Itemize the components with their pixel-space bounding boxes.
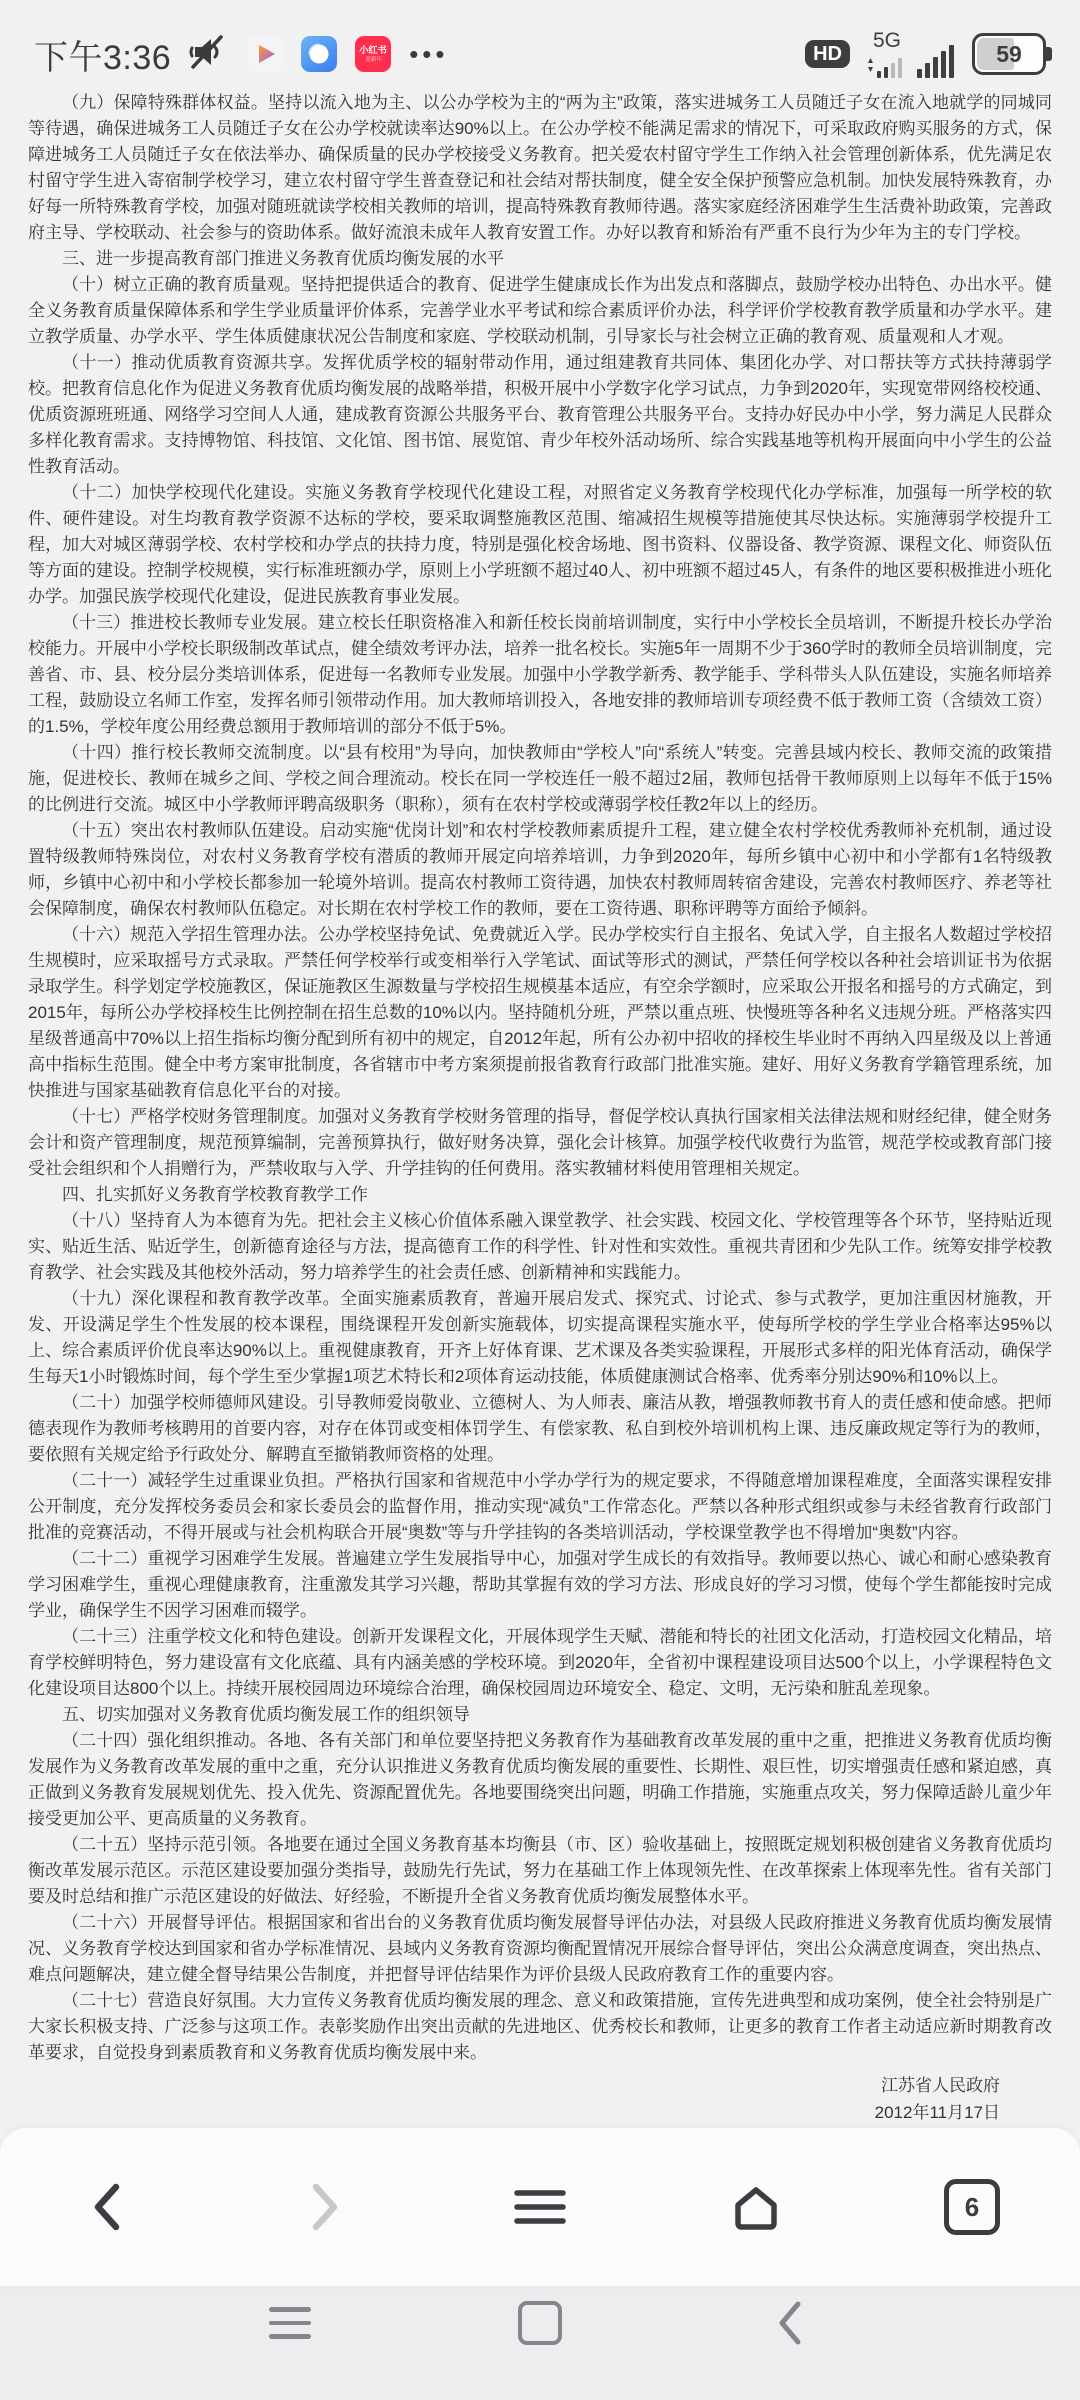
system-back-button[interactable] <box>762 2295 818 2351</box>
battery-nub <box>1046 47 1052 61</box>
doc-paragraph-24: （二十四）强化组织推动。各地、各有关部门和单位要坚持把义务教育作为基础教育改革发展的重中之重，把推进义务教育优质均衡发展作为义务教育改革发展的重中之重，充分认识推进义务教育优质均衡发展的重要性、长期性、艰巨性，切实增强责任感和紧迫感，真正做到义务教育发展规划优先、投入优先、资源配置优先。各地要围绕突出问题，明确工作措施，实施重点攻关，努力保障适龄儿童少年接受更加公平、更高质量的义务教育。 <box>28 1731 1052 1828</box>
clock: 下午3:36 <box>34 38 172 77</box>
section-heading-3: 三、进一步提高教育部门推进义务教育优质均衡发展的水平 <box>62 249 504 268</box>
doc-paragraph-10: （十）树立正确的教育质量观。坚持把提供适合的教育、促进学生健康成长作为出发点和落脚点，鼓励学校办出特色、办出水平。健全义务教育质量保障体系和学生学业质量评价体系，完善学业水平考试和综合素质评价办法，科学评价学校教育教学质量和办学水平。建立教学质量、办学水平、学生体质健康状况公告制度和家庭、学校联动机制，引导家长与社会树立正确的教育观、质量观和人才观。 <box>28 275 1052 346</box>
menu-icon <box>513 2185 567 2229</box>
doc-paragraph-27: （二十七）营造良好氛围。大力宣传义务教育优质均衡发展的理念、意义和政策措施，宣传先进典型和成功案例，使全社会特别是广大家长积极支持、广泛参与这项工作。表彰奖励作出突出贡献的先进地区、优秀校长和教师，让更多的教育工作者主动适应新时期教育改革要求，自觉投身到素质教育和义务教育优质均衡发展中来。 <box>28 1991 1052 2062</box>
doc-paragraph-20: （二十）加强学校师德师风建设。引导教师爱岗敬业、立德树人、为人师表、廉洁从教，增强教师教书育人的责任感和使命感。把师德表现作为教师考核聘用的首要内容，对存在体罚或变相体罚学生、有偿家教、私自到校外培训机构上课、违反廉政规定等行为的教师，要依照有关规定给予行政处分、解聘直至撤销教师资格的处理。 <box>28 1393 1052 1464</box>
doc-paragraph-25: （二十五）坚持示范引领。各地要在通过全国义务教育基本均衡县（市、区）验收基础上，按照既定规划积极创建省义务教育优质均衡改革发展示范区。示范区建设要加强分类指导，鼓励先行先试，努力在基础工作上体现领先性、在改革探索上体现率先性。省有关部门要及时总结和推广示范区建设的好做法、好经验，不断提升全省义务教育优质均衡发展整体水平。 <box>28 1835 1052 1906</box>
back-button[interactable] <box>48 2147 168 2267</box>
browser-toolbar <box>0 2128 1080 2286</box>
forward-chevron-icon <box>304 2181 344 2233</box>
doc-paragraph-9: （九）保障特殊群体权益。坚持以流入地为主、以公办学校为主的“两为主”政策，落实进城务工人员随迁子女在流入地就学的同城同等待遇，确保进城务工人员随迁子女在公办学校就读率达90%以上。在公办学校不能满足需求的情况下，可采取政府购买服务的方式，保障进城务工人员随迁子女在依法举办、确保质量的民办学校接受义务教育。把关爱农村留守学生工作纳入社会管理创新体系，优先满足农村留守学生进入寄宿制学校学习，建立农村留守学生普查登记和社会结对帮扶制度，健全安全保护预警应急机制。加快发展特殊教育，办好每一所特殊教育学校，加强对随班就读学校相关教师的培训，提高特殊教育教师待遇。落实家庭经济困难学生生活费补助政策，完善政府主导、学校联动、社会参与的资助体系。做好流浪未成年人教育安置工作。办好以教育和矫治有严重不良行为少年为主的专门学校。 <box>28 93 1052 242</box>
doc-paragraph-18: （十八）坚持育人为本德育为先。把社会主义核心价值体系融入课堂教学、社会实践、校园文化、学校管理等各个环节，坚持贴近现实、贴近生活、贴近学生，创新德育途径与方法，提高德育工作的科学性、针对性和实效性。重视共青团和少先队工作。统筹安排学校教育教学、社会实践及其他校外活动，努力培养学生的社会责任感、创新精神和实践能力。 <box>28 1211 1052 1282</box>
doc-paragraph-22: （二十二）重视学习困难学生发展。普遍建立学生发展指导中心，加强对学生成长的有效指导。教师要以热心、诚心和耐心感染教育学习困难学生，重视心理健康教育，注重激发其学习兴趣，帮助其掌握有效的学习方法、形成良好的学习习惯，使每个学生都能按时完成学业，确保学生不因学习困难而辍学。 <box>28 1549 1052 1620</box>
mute-icon <box>189 32 229 77</box>
section-heading-4: 四、扎实抓好义务教育学校教育教学工作 <box>62 1185 368 1204</box>
tab-count-badge: 6 <box>944 2179 1000 2235</box>
system-back-chevron-icon <box>775 2299 805 2347</box>
system-navigation-bar <box>0 2286 1080 2400</box>
section-heading-5: 五、切实加强对义务教育优质均衡发展工作的组织领导 <box>62 1705 470 1724</box>
battery-percent: 59 <box>996 40 1022 67</box>
xiaohongshu-sub-label: 迎新年 <box>364 56 382 62</box>
network-type-label: 5G <box>872 28 901 52</box>
doc-paragraph-11: （十一）推动优质教育资源共享。发挥优质学校的辐射带动作用，通过组建教育共同体、集团化办学、对口帮扶等方式扶持薄弱学校。把教育信息化作为促进义务教育优质均衡发展的战略举措，积极开展中小学数字化学习试点，力争到2020年，实现宽带网络校校通、优质资源班班通、网络学习空间人人通，建成教育资源公共服务平台、教育管理公共服务平台。支持办好民办中小学，努力满足人民群众多样化教育需求。支持博物馆、科技馆、文化馆、图书馆、展览馆、青少年校外活动场所、综合实践基地等机构开展面向中小学生的公益性教育活动。 <box>28 353 1052 476</box>
back-chevron-icon <box>88 2181 128 2233</box>
menu-button[interactable] <box>480 2147 600 2267</box>
doc-paragraph-16: （十六）规范入学招生管理办法。公办学校坚持免试、免费就近入学。民办学校实行自主报名、免试入学，自主报名人数超过学校招生规模时，应采取摇号方式录取。严禁任何学校举行或变相举行入学笔试、面试等形式的测试，严禁任何学校以各种社会培训证书为依据录取学生。科学划定学校施教区，保证施教区生源数量与学校招生规模基本适应，有空余学额时，应采取公开报名和摇号的方式确定，到2015年，每所公办学校择校生比例控制在招生总数的10%以内。坚持随机分班，严禁以重点班、快慢班等各种名义违规分班。严格落实四星级普通高中70%以上招生指标均衡分配到所有初中的规定，自2012年起，所有公办初中招收的择校生毕业时不再纳入四星级及以上普通高中指标生范围。健全中考方案审批制度，各省辖市中考方案须提前报省教育行政部门批准实施。建好、用好义务教育学籍管理系统，加快推进与国家基础教育信息化平台的对接。 <box>28 925 1052 1100</box>
doc-paragraph-15: （十五）突出农村教师队伍建设。启动实施“优岗计划”和农村学校教师素质提升工程，建立健全农村学校优秀教师补充机制，通过设置特级教师特殊岗位，对农村义务教育学校有潜质的教师开展定向培养培训，力争到2020年，每所乡镇中心初中和小学都有1名特级教师，乡镇中心初中和小学校长都参加一轮境外培训。提高农村教师工资待遇，加快农村教师周转宿舍建设，完善农村教师医疗、养老等社会保障制度，确保农村教师队伍稳定。对长期在农村学校工作的教师，要在工资待遇、职称评聘等方面给予倾斜。 <box>28 821 1052 918</box>
battery-indicator <box>972 33 1046 75</box>
hd-volte-icon: HD <box>805 40 850 68</box>
document-body <box>28 90 1052 2126</box>
system-home-button[interactable] <box>512 2295 568 2351</box>
home-icon <box>729 2180 783 2234</box>
doc-paragraph-19: （十九）深化课程和教育教学改革。全面实施素质教育，普遍开展启发式、探究式、讨论式、参与式教学，更加注重因材施教，开发、开设满足学生个性发展的校本课程，围绕课程开发创新实施载体，切实提高课程实施水平，使每所学校的学生学业合格率达95%以上、综合素质评价优良率达90%以上。重视健康教育，开齐上好体育课、艺术课及各类实验课程，开展形式多样的阳光体育活动，确保学生每天1小时锻炼时间，每个学生至少掌握1项艺术特长和2项体育运动技能，体质健康测试合格率、优秀率分别达90%和10%以上。 <box>28 1289 1052 1386</box>
tabs-button[interactable] <box>912 2147 1032 2267</box>
doc-paragraph-12: （十二）加快学校现代化建设。实施义务教育学校现代化建设工程，对照省定义务教育学校现代化办学标准，加强每一所学校的软件、硬件建设。对生均教育教学资源不达标的学校，要采取调整施教区范围、缩减招生规模等措施使其尽快达标。实施薄弱学校提升工程，加大对城区薄弱学校、农村学校和办学点的扶持力度，特别是强化校舍场地、图书资料、仪器设备、教学资源、课程文化、师资队伍等方面的建设。控制学校规模，实行标准班额办学，原则上小学班额不超过40人、初中班额不超过45人，有条件的地区要积极推进小班化办学。加强民族学校现代化建设，促进民族教育事业发展。 <box>28 483 1052 606</box>
doc-paragraph-26: （二十六）开展督导评估。根据国家和省出台的义务教育优质均衡发展督导评估办法，对县级人民政府推进义务教育优质均衡发展情况、义务教育学校达到国家和省办学标准情况、县域内义务教育资源均衡配置情况开展综合督导评估，突出公众满意度调查，突出热点、难点问题解决，建立健全督导结果公告制度，并把督导评估结果作为评价县级人民政府教育工作的重要内容。 <box>28 1913 1052 1984</box>
system-home-square-icon <box>518 2301 562 2345</box>
home-button[interactable] <box>696 2147 816 2267</box>
signature-date: 2012年11月17日 <box>874 2103 1000 2122</box>
status-bar <box>0 26 1080 82</box>
browser-app-notification-icon[interactable] <box>301 36 337 72</box>
doc-paragraph-13: （十三）推进校长教师专业发展。建立校长任职资格准入和新任校长岗前培训制度，实行中小学校长全员培训，不断提升校长办学治校能力。开展中小学校长职级制改革试点，健全绩效考评办法，培养一批名校长。实施5年一周期不少于360学时的教师全员培训制度，完善省、市、县、校分层分类培训体系，促进每一名教师专业发展。加强中小学教学新秀、教学能手、学科带头人队伍建设，实施名师培养工程，鼓励设立名师工作室，发挥名师引领带动作用。加大教师培训投入，各地安排的教师培训专项经费不低于教师工资（含绩效工资）的1.5%，学校年度公用经费总额用于教师培训的部分不低于5%。 <box>28 613 1052 736</box>
doc-paragraph-14: （十四）推行校长教师交流制度。以“县有校用”为导向，加快教师由“学校人”向“系统人”转变。完善县域内校长、教师交流的政策措施，促进校长、教师在城乡之间、学校之间合理流动。校长在同一学校连任一般不超过2届，教师包括骨干教师原则上以每年不低于15%的比例进行交流。城区中小学教师评聘高级职务（职称），须有在农村学校或薄弱学校任教2年以上的经历。 <box>28 743 1052 814</box>
status-bar-right <box>805 30 1046 79</box>
more-notifications-icon: ••• <box>409 39 449 69</box>
signature-author: 江苏省人民政府 <box>881 2076 1000 2095</box>
status-bar-left <box>34 30 449 79</box>
system-menu-button[interactable] <box>262 2295 318 2351</box>
signal-bars-sim2-icon <box>916 45 956 79</box>
system-menu-icon <box>269 2307 311 2339</box>
xiaohongshu-app-notification-icon[interactable] <box>355 36 391 72</box>
forward-button[interactable] <box>264 2147 384 2267</box>
doc-paragraph-23: （二十三）注重学校文化和特色建设。创新开发课程文化，开展体现学生天赋、潜能和特长的社团文化活动，打造校园文化精品，培育学校鲜明特色，努力建设富有文化底蕴、具有内涵美感的学校环境。到2020年，全省初中课程建设项目达500个以上，小学课程特色文化建设项目达800个以上。持续开展校园周边环境综合治理，确保校园周边环境安全、稳定、文明，无污染和脏乱差现象。 <box>28 1627 1052 1698</box>
xiaohongshu-label: 小红书 <box>359 44 387 56</box>
signal-bars-sim1-icon <box>866 53 908 79</box>
signature-block <box>28 2072 1052 2126</box>
doc-paragraph-21: （二十一）减轻学生过重课业负担。严格执行国家和省规范中小学办学行为的规定要求，不得随意增加课程难度，全面落实课程安排公开制度，充分发挥校务委员会和家长委员会的监督作用，推动实现“减负”工作常态化。严禁以各种形式组织或参与未经省教育行政部门批准的竞赛活动，不得开展或与社会机构联合开展“奥数”等与升学挂钩的各类培训活动，学校课堂教学也不得增加“奥数”内容。 <box>28 1471 1052 1542</box>
video-app-notification-icon[interactable] <box>247 36 283 72</box>
doc-paragraph-17: （十七）严格学校财务管理制度。加强对义务教育学校财务管理的指导，督促学校认真执行国家相关法律法规和财经纪律，健全财务会计和资产管理制度，规范预算编制，完善预算执行，做好财务决算，强化会计核算。加强学校代收费行为监管，规范学校或教育部门接受社会组织和个人捐赠行为，严禁收取与入学、升学挂钩的任何费用。落实教辅材料使用管理相关规定。 <box>28 1107 1052 1178</box>
signal-cluster <box>866 30 956 79</box>
